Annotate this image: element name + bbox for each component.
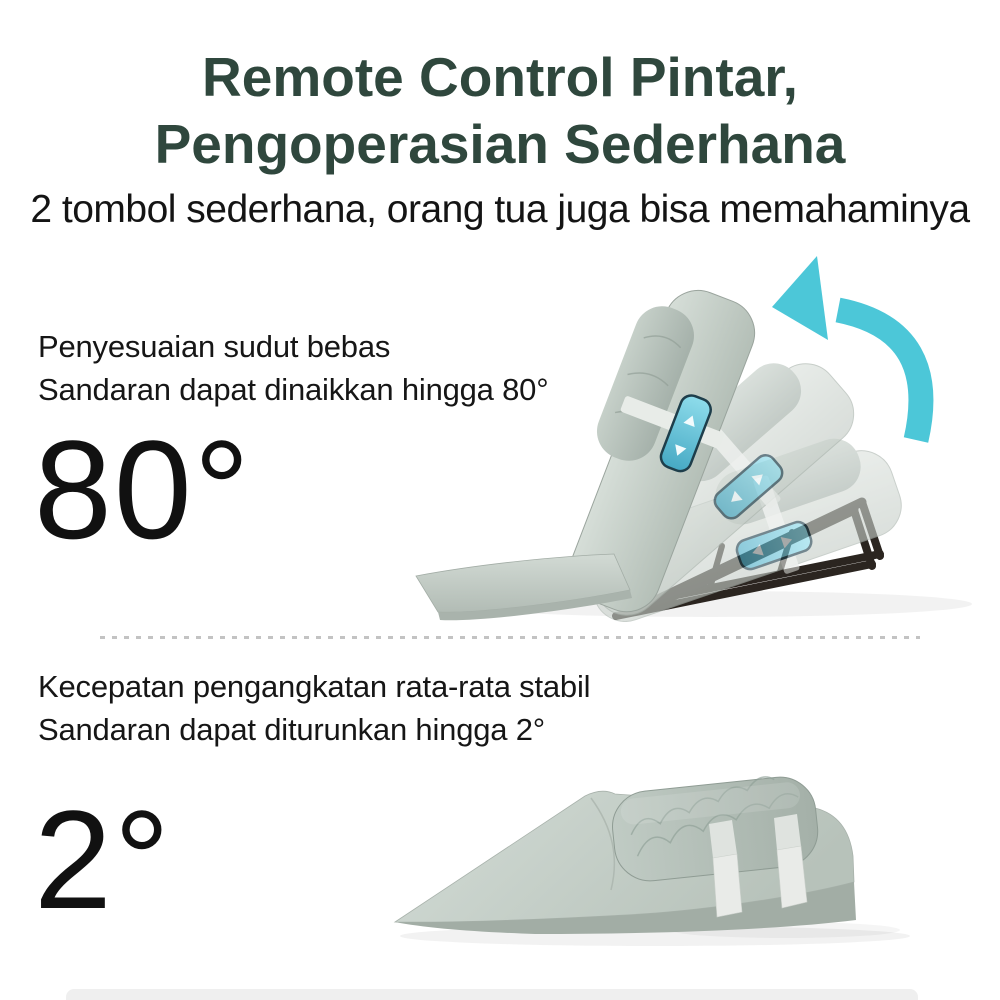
dotted-divider (100, 636, 920, 639)
lower-angle-value: 2° (34, 781, 172, 938)
page-title-line2: Pengoperasian Sederhana (154, 113, 846, 176)
lower-feature-line2: Sandaran dapat diturunkan hingga 2° (38, 711, 545, 747)
lower-feature-text (38, 666, 590, 752)
raise-feature-line2: Sandaran dapat dinaikkan hingga 80° (38, 371, 549, 407)
raise-angle-value: 80° (34, 411, 252, 568)
next-section-edge-bar (66, 989, 918, 1000)
flat-backrest-illustration (355, 762, 995, 997)
raised-backrest-illustration (410, 250, 990, 622)
lower-feature-line1: Kecepatan pengangkatan rata-rata stabil (38, 669, 591, 704)
page-title (0, 44, 1000, 178)
raise-feature-line1: Penyesuaian sudut bebas (38, 329, 391, 364)
page-title-line1: Remote Control Pintar, (202, 46, 798, 108)
page-subtitle: 2 tombol sederhana, orang tua juga bisa memahaminya (30, 188, 970, 231)
